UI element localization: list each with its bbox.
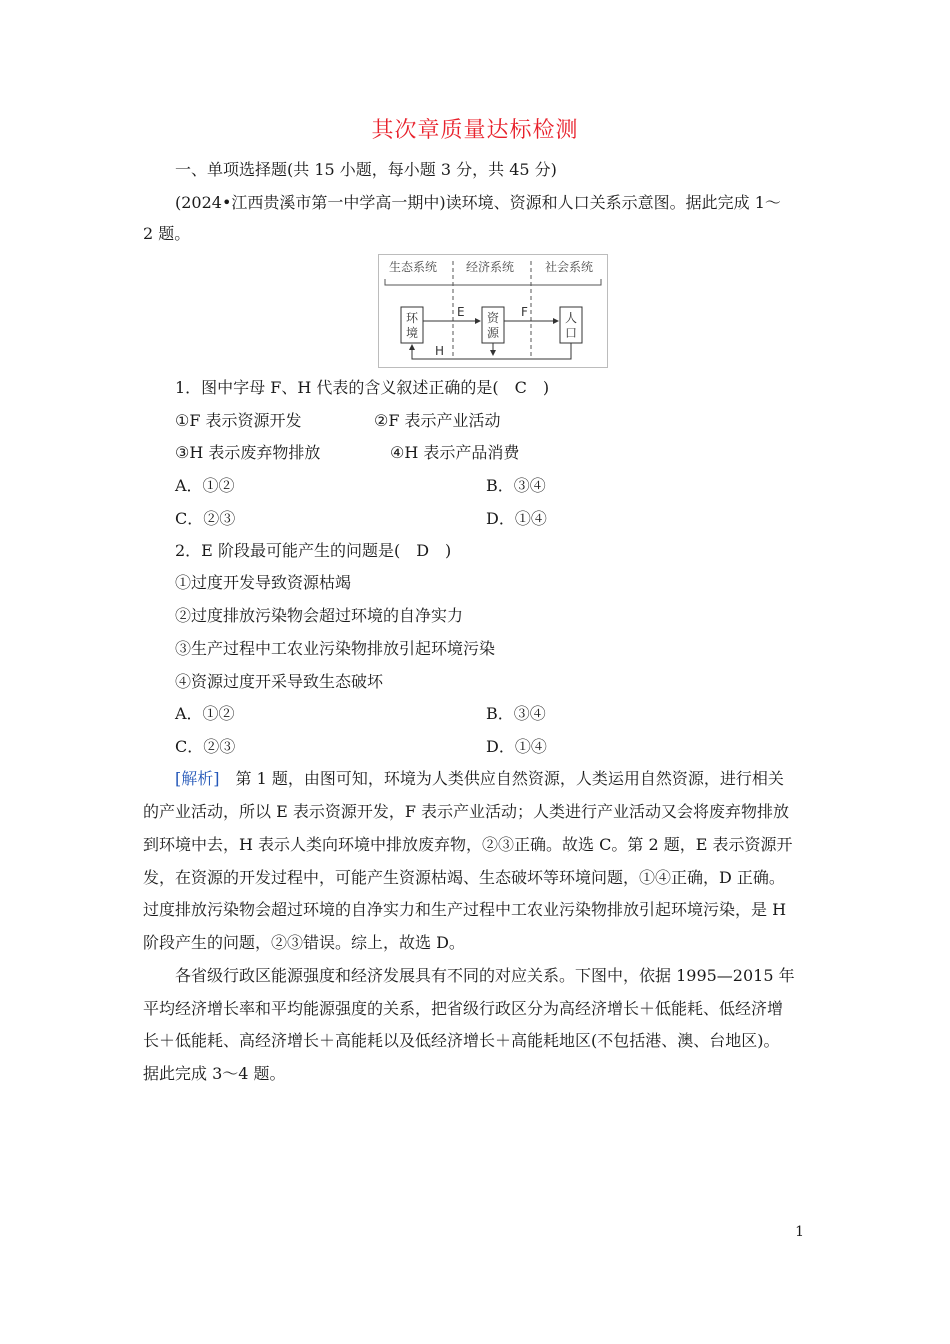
header-econ: 经济系统 bbox=[466, 260, 515, 274]
bracket-line bbox=[385, 279, 601, 285]
q2-item-2: ②过度排放污染物会超过环境的自净实力 bbox=[175, 606, 464, 625]
q2-item-3: ③生产过程中工农业污染物排放引起环境污染 bbox=[175, 639, 496, 658]
q1-option-b: B．③④ bbox=[486, 476, 546, 495]
section-heading: 一、单项选择题(共 15 小题，每小题 3 分，共 45 分) bbox=[175, 160, 557, 179]
box-pop-char2: 口 bbox=[565, 326, 578, 340]
q2-item-1: ①过度开发导致资源枯竭 bbox=[175, 573, 352, 592]
q2-stem: 2．E 阶段最可能产生的问题是( D ) bbox=[175, 541, 452, 560]
box-pop-char1: 人 bbox=[565, 311, 578, 325]
q1-item-4: ④H 表示产品消费 bbox=[390, 443, 520, 462]
relationship-diagram bbox=[378, 254, 608, 368]
label-e: E bbox=[457, 305, 465, 319]
intro2-line1: 各省级行政区能源强度和经济发展具有不同的对应关系。下图中，依据 1995—2015 年 bbox=[143, 966, 795, 985]
analysis-line3: 到环境中去，H 表示人类向环境中排放废弃物，②③正确。故选 C。第 2 题，E 表示资源开 bbox=[143, 835, 793, 854]
analysis-line2: 的产业活动，所以 E 表示资源开发，F 表示产业活动；人类进行产业活动又会将废弃物排放 bbox=[143, 802, 790, 821]
page-number: 1 bbox=[795, 1224, 804, 1240]
box-res-char2: 源 bbox=[487, 326, 500, 340]
box-res-char1: 资 bbox=[487, 311, 500, 325]
q1-stem: 1．图中字母 F、H 代表的含义叙述正确的是( C ) bbox=[175, 378, 550, 397]
q1-item-1: ①F 表示资源开发 bbox=[175, 411, 302, 430]
q2-item-4: ④资源过度开采导致生态破坏 bbox=[175, 672, 384, 691]
q1-item-2: ②F 表示产业活动 bbox=[374, 411, 501, 430]
q1-option-c: C．②③ bbox=[175, 509, 236, 528]
box-env-char2: 境 bbox=[406, 326, 419, 340]
q2-option-a: A．①② bbox=[175, 704, 235, 723]
header-eco: 生态系统 bbox=[389, 260, 438, 274]
analysis-line6: 阶段产生的问题，②③错误。综上，故选 D。 bbox=[143, 933, 465, 952]
q1-option-d: D．①④ bbox=[486, 509, 547, 528]
q1-item-3: ③H 表示废弃物排放 bbox=[175, 443, 321, 462]
label-h: H bbox=[435, 344, 445, 358]
q2-option-c: C．②③ bbox=[175, 737, 236, 756]
box-env-char1: 环 bbox=[406, 311, 419, 325]
analysis-line4: 发，在资源的开发过程中，可能产生资源枯竭、生态破坏等环境问题，①④正确，D 正确。 bbox=[143, 868, 785, 887]
analysis-line1 bbox=[175, 767, 807, 791]
analysis-line5: 过度排放污染物会超过环境的自净实力和生产过程中工农业污染物排放引起环境污染，是 H bbox=[143, 900, 787, 919]
page-title: 其次章质量达标检测 bbox=[371, 118, 579, 143]
q2-option-d: D．①④ bbox=[486, 737, 547, 756]
q2-option-b: B．③④ bbox=[486, 704, 546, 723]
analysis-line1-text: 第 1 题，由图可知，环境为人类供应自然资源，人类运用自然资源，进行相关 bbox=[219, 769, 784, 788]
intro2-line3: 长＋低能耗、高经济增长＋高能耗以及低经济增长＋高能耗地区(不包括港、澳、台地区)。 bbox=[143, 1031, 780, 1050]
intro1-line2: 2 题。 bbox=[143, 224, 191, 243]
label-f: F bbox=[521, 305, 528, 319]
intro2-line2: 平均经济增长率和平均能源强度的关系，把省级行政区分为高经济增长＋低能耗、低经济增 bbox=[143, 999, 784, 1018]
intro2-line4: 据此完成 3～4 题。 bbox=[143, 1064, 286, 1083]
q1-option-a: A．①② bbox=[175, 476, 235, 495]
intro1-line1: (2024•江西贵溪市第一中学高一期中)读环境、资源和人口关系示意图。据此完成 1～ bbox=[175, 193, 781, 212]
analysis-tag: [解析] bbox=[175, 769, 220, 788]
header-soc: 社会系统 bbox=[545, 260, 594, 274]
